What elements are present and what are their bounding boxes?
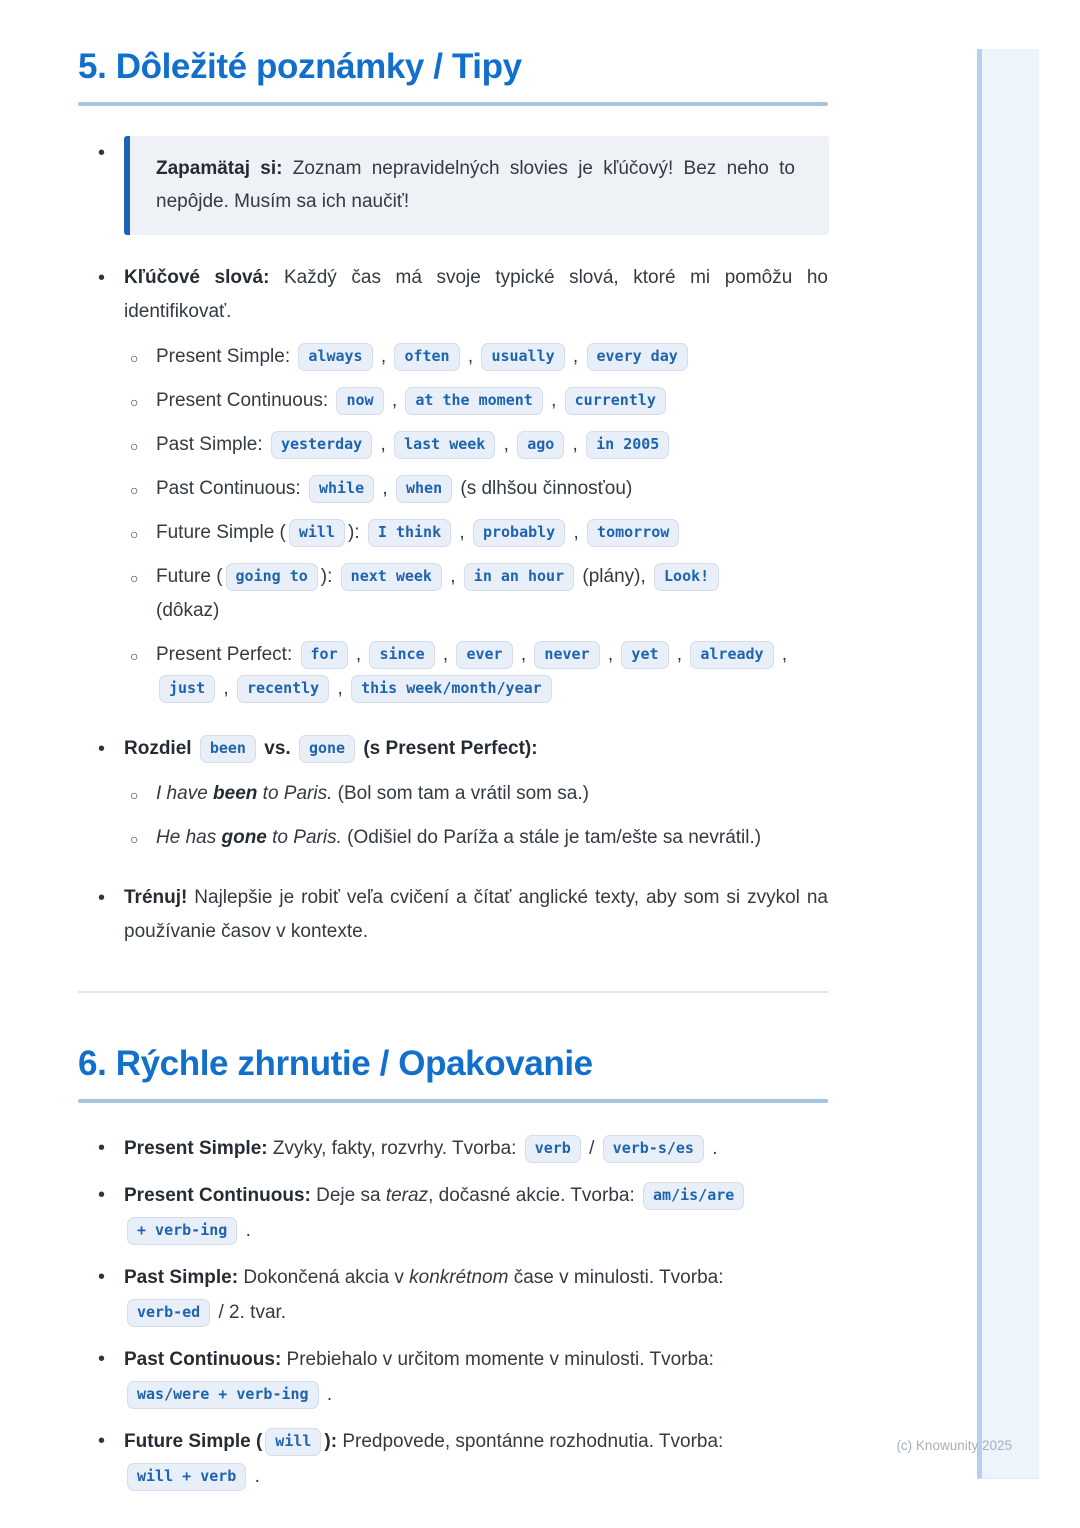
text-span: Rozdiel [124,738,197,759]
text-span: , [568,522,585,543]
code-chip: Look! [654,563,719,591]
code-chip: verb-s/es [603,1135,704,1163]
text-span: , [218,678,234,699]
text-span: , [377,478,393,499]
text-span: Zapamätaj si: [156,158,283,179]
text-span: Present Simple: [156,346,296,367]
keyword-item-future-simple [124,516,828,550]
text-span: , [567,346,584,367]
rozdiel-intro-text [124,732,828,766]
summary-item-present-continuous [78,1178,828,1248]
text-span: Future ( [156,566,223,587]
code-chip: in 2005 [586,431,669,459]
text-span: Každý čas má svoje typické slová, ktoré mi pomôžu ho identifikovať. [124,267,828,322]
code-chip: this week/month/year [351,675,552,703]
code-chip: while [309,475,374,503]
code-chip: been [200,735,256,763]
code-chip: in an hour [464,563,574,591]
text-span: Deje sa [310,1185,386,1206]
code-chip: probably [473,519,565,547]
summary-item-present-simple [78,1131,828,1166]
keyword-item-past-continuous [124,472,828,506]
text-span: , [437,644,454,665]
code-chip: every day [587,343,688,371]
section-6-title: 6. Rýchle zhrnutie / Opakovanie [78,1044,593,1083]
code-chip: verb-ed [127,1299,210,1327]
code-chip: now [336,387,383,415]
text-span: Present Perfect: [156,644,298,665]
code-chip: ever [456,641,512,669]
text-span: vs. [258,738,296,759]
copyright-footer: (c) Knowunity 2025 [896,1438,1012,1453]
text-span: , [602,644,619,665]
text-span: Past Simple: [124,1267,239,1288]
text-span: , dočasné akcie. Tvorba: [428,1185,641,1206]
text-span: . [321,1384,333,1405]
callout-note [124,136,829,235]
text-span: I have [156,783,214,804]
code-chip: + verb-ing [127,1217,237,1245]
code-chip: never [534,641,599,669]
text-span: Predpovede, spontánne rozhodnutia. Tvorba: [337,1431,724,1452]
code-chip: will + verb [127,1463,246,1491]
notes-list [78,136,828,949]
code-chip: will [289,519,345,547]
text-span: , [332,678,349,699]
text-span: (s dlhšou činnosťou) [455,478,633,499]
code-chip: for [301,641,348,669]
list-item-callout [78,136,828,235]
list-item-rozdiel [78,732,828,855]
code-chip: usually [481,343,564,371]
text-span: Past Simple: [156,434,268,455]
text-span: , [567,434,584,455]
summary-item-past-continuous [78,1342,828,1412]
rozdiel-example-gone [124,821,828,855]
text-span: teraz [385,1185,429,1206]
text-span: Zvyky, fakty, rozvrhy. Tvorba: [267,1138,522,1159]
text-span: Trénuj! [124,887,188,908]
code-chip: yet [621,641,668,669]
text-span: , [386,390,403,411]
text-span: gone [221,827,267,848]
text-span: , [375,434,392,455]
keywords-sublist [124,340,828,706]
keyword-item-past-simple [124,428,828,462]
text-span: Present Continuous: [156,390,334,411]
code-chip: recently [237,675,329,703]
keyword-item-present-simple [124,340,828,374]
text-span: Past Continuous: [156,478,306,499]
code-chip: was/were + verb-ing [127,1381,319,1409]
text-span: čase v minulosti. Tvorba: [508,1267,724,1288]
text-span: ): [320,566,338,587]
text-span: . [249,1466,260,1487]
text-span: Future Simple ( [156,522,286,543]
section-5-title: 5. Dôležité poznámky / Tipy [78,47,522,86]
summary-item-past-simple [78,1260,828,1330]
code-chip: often [394,343,459,371]
code-chip: yesterday [271,431,372,459]
rozdiel-sublist [124,777,828,855]
code-chip: already [690,641,773,669]
text-span: (plány), [577,566,652,587]
text-span: . [706,1138,718,1159]
text-span: , [515,644,532,665]
code-chip: since [369,641,434,669]
text-span: , [350,644,367,665]
section-divider [78,991,828,993]
text-span: / 2. tvar. [213,1302,287,1323]
code-chip: going to [226,563,318,591]
keyword-item-present-perfect [124,638,828,706]
text-span: , [375,346,392,367]
code-chip: at the moment [405,387,542,415]
text-span: , [671,644,688,665]
text-span: / [583,1138,600,1159]
text-span: , [444,566,461,587]
text-span: Prebiehalo v určitom momente v minulosti. Tvorba: [281,1349,714,1370]
text-span: (Odišiel do Paríža a stále je tam/ešte sa nevrátil.) [341,827,762,848]
text-span: (s Present Perfect): [358,738,538,759]
summary-item-future-simple [78,1424,828,1494]
keyword-item-present-continuous [124,384,828,418]
text-span: Past Continuous: [124,1349,282,1370]
code-chip: verb [525,1135,581,1163]
text-span: to Paris. [257,783,333,804]
text-span: (dôkaz) [156,600,220,621]
text-span: . [240,1220,251,1241]
text-span: ): [324,1431,338,1452]
text-span: Zoznam nepravidelných slovies je kľúčový! Bez neho to nepôjde. Musím sa ich naučiť! [156,158,796,212]
text-span: , [498,434,515,455]
text-span: Present Simple: [124,1138,268,1159]
text-span: , [454,522,470,543]
code-chip: tomorrow [587,519,679,547]
code-chip: ago [517,431,564,459]
keywords-intro-text [124,261,828,329]
text-span: ): [348,522,365,543]
text-span: Najlepšie je robiť veľa cvičení a čítať anglické texty, aby som si zvykol na používanie časov v kontexte. [124,887,828,942]
text-span: been [213,783,258,804]
list-item-keywords [78,261,828,706]
text-span: Dokončená akcia v [238,1267,410,1288]
code-chip: am/is/are [643,1182,744,1210]
code-chip: currently [565,387,666,415]
code-chip: when [396,475,452,503]
text-span: Kľúčové slová: [124,267,270,288]
callout-text [156,152,795,218]
text-span: Present Continuous: [124,1185,311,1206]
code-chip: next week [341,563,442,591]
code-chip: just [159,675,215,703]
code-chip: I think [368,519,451,547]
page-content [78,46,828,1494]
next-page-edge [977,49,1039,1479]
code-chip: will [265,1428,321,1456]
code-chip: gone [299,735,355,763]
text-span: to Paris. [266,827,342,848]
keyword-item-future-going-to [124,560,828,628]
text-span: , [776,644,788,665]
section-6-title-underline [78,1099,828,1103]
rozdiel-example-been [124,777,828,811]
text-span: konkrétnom [409,1267,509,1288]
code-chip: always [298,343,372,371]
list-item-trenuj [78,881,828,949]
text-span: Future Simple ( [124,1431,263,1452]
text-span: , [545,390,562,411]
section-5-title-underline [78,102,828,106]
text-span: , [462,346,479,367]
text-span: He has [156,827,222,848]
text-span: (Bol som tam a vrátil som sa.) [332,783,589,804]
code-chip: last week [394,431,495,459]
